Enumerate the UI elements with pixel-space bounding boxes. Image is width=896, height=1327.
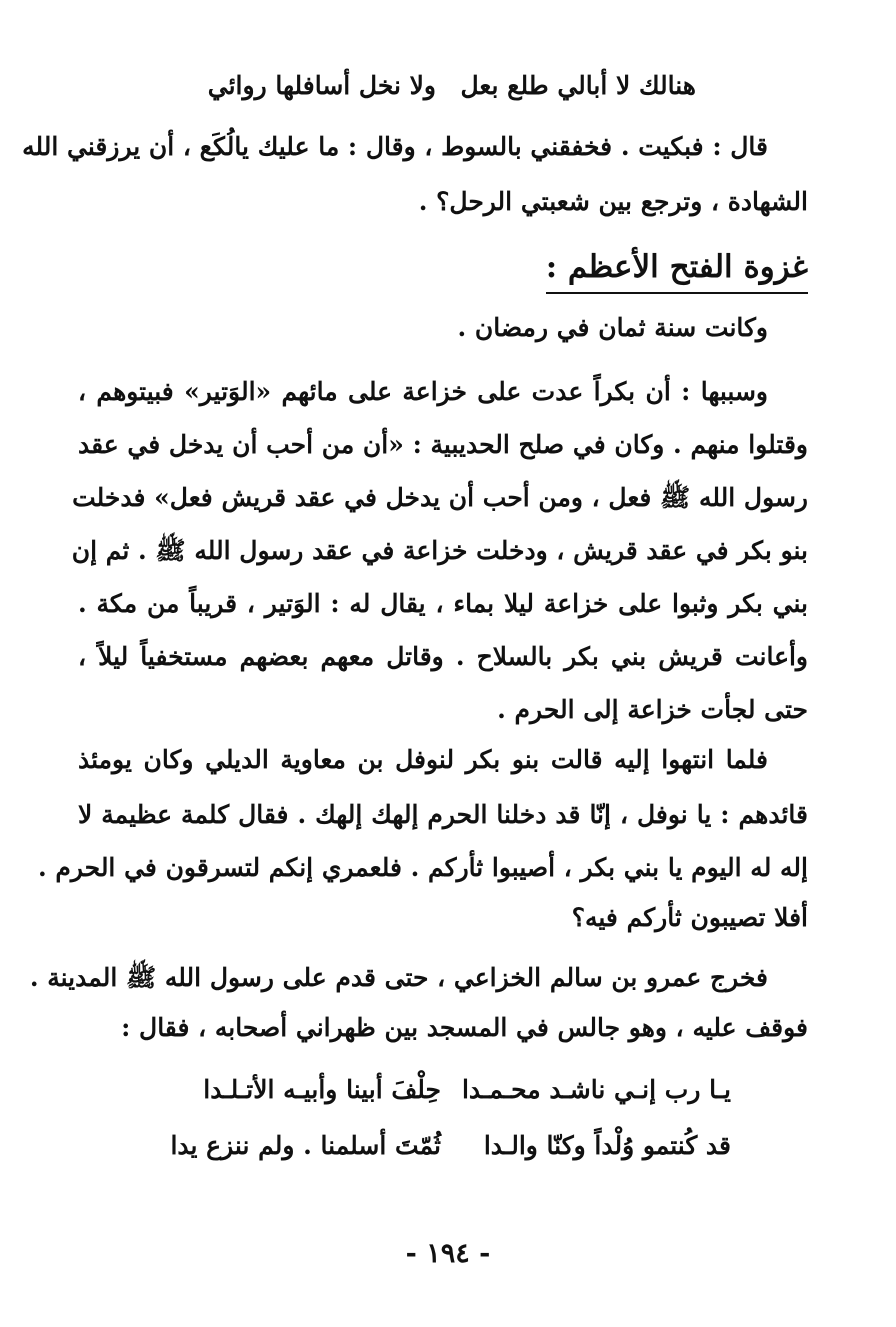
poem-bottom-verse-2-first-hemistich: قد كُنتمو وُلْداً وكنّا والـدا [483,1131,731,1160]
paragraph-5-line-2: فوقف عليه ، وهو جالس في المسجد بين ظهراني أصحابه ، فقال : [121,1013,808,1042]
section-heading: غزوة الفتح الأعظم : [546,244,808,294]
paragraph-3-line-1: وسببها : أن بكراً عدت على خزاعة على مائهم «الوَتير» فبيتوهم ، [78,377,768,406]
paragraph-3-line-3: رسول الله ﷺ فعل ، ومن أحب أن يدخل في عقد قريش فعل» فدخلت [72,483,808,512]
poem-top-second-hemistich: ولا نخل أسافلها روائي [207,71,436,100]
paragraph-3-line-6: وأعانت قريش بني بكر بالسلاح . وقاتل معهم بعضهم مستخفياً ليلاً ، [78,642,808,671]
poem-bottom-verse-1-second-hemistich: حِلْفَ أبينا وأبيـه الأتـلـدا [203,1075,441,1104]
paragraph-1-line-2: الشهادة ، وترجع بين شعبتي الرحل؟ . [418,187,808,216]
paragraph-1-line-1: قال : فبكيت . فخفقني بالسوط ، وقال : ما عليك يالُكَع ، أن يرزقني الله [22,132,768,161]
paragraph-2-line-1: وكانت سنة ثمان في رمضان . [457,313,768,342]
poem-bottom-verse-2-second-hemistich: ثُمّتَ أسلمنا . ولم ننزع يدا [170,1131,441,1160]
paragraph-5-line-1: فخرج عمرو بن سالم الخزاعي ، حتى قدم على رسول الله ﷺ المدينة . [29,963,768,992]
paragraph-4-line-2: قائدهم : يا نوفل ، إنّا قد دخلنا الحرم إلهك إلهك . فقال كلمة عظيمة لا [78,800,808,829]
paragraph-4-line-1: فلما انتهوا إليه قالت بنو بكر لنوفل بن معاوية الديلي وكان يومئذ [78,745,768,774]
paragraph-3-line-4: بنو بكر في عقد قريش ، ودخلت خزاعة في عقد رسول الله ﷺ . ثم إن [71,536,808,565]
paragraph-3-line-2: وقتلوا منهم . وكان في صلح الحديبية : «أن من أحب أن يدخل في عقد [78,430,808,459]
paragraph-4-line-4: أفلا تصيبون ثأركم فيه؟ [571,903,808,932]
paragraph-3-line-5: بني بكر وثبوا على خزاعة ليلا بماء ، يقال له : الوَتير ، قريباً من مكة . [78,589,808,618]
poem-bottom-verse-1-first-hemistich: يـا رب إنـي ناشـد محـمـدا [461,1075,731,1104]
page-number: - ١٩٤ - [405,1238,491,1269]
paragraph-4-line-3: إله له اليوم يا بني بكر ، أصيبوا ثأركم . فلعمري إنكم لتسرقون في الحرم . [38,853,808,882]
poem-top-first-hemistich: هنالك لا أبالي طلع بعل [460,71,696,100]
paragraph-3-line-7: حتى لجأت خزاعة إلى الحرم . [497,695,808,724]
